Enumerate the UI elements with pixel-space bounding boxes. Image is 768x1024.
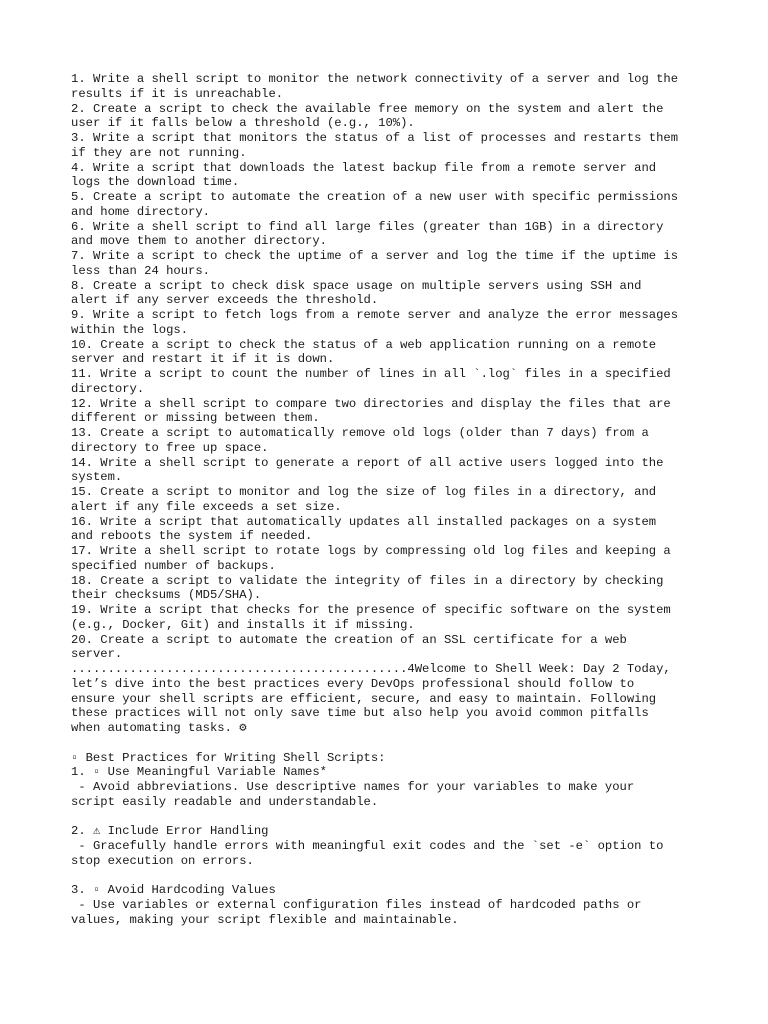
text-line: 20. Create a script to automate the creation of an SSL certificate for a web — [71, 632, 627, 647]
text-line: and reboots the system if needed. — [71, 529, 313, 544]
best-practices-section — [71, 751, 711, 928]
text-line: (e.g., Docker, Git) and installs it if missing. — [71, 617, 415, 632]
text-line: 18. Create a script to validate the integrity of files in a directory by checking — [71, 573, 664, 588]
practice-2-desc: stop execution on errors. — [71, 853, 254, 868]
text-line: directory. — [71, 381, 145, 396]
text-line: 8. Create a script to check disk space usage on multiple servers using SSH and — [71, 278, 642, 293]
blank-line — [71, 869, 711, 884]
practice-title-text: Use Meaningful Variable Names* — [100, 765, 327, 780]
text-line: 1. Write a shell script to monitor the network connectivity of a server and log the — [71, 72, 679, 86]
text-line: 6. Write a shell script to find all large files (greater than 1GB) in a directory — [71, 219, 664, 234]
practice-title-text: Include Error Handling — [100, 824, 269, 839]
text-line: within the logs. — [71, 322, 189, 337]
practice-1-desc: - Avoid abbreviations. Use descriptive names for your variables to make your — [71, 780, 635, 794]
text-line: 13. Create a script to automatically remove old logs (older than 7 days) from a — [71, 426, 649, 440]
blank-line — [71, 810, 711, 825]
text-line: server. — [71, 647, 123, 662]
text-line: let’s dive into the best practices every DevOps professional should follow to — [71, 676, 635, 691]
practice-3-desc: - Use variables or external configuration files instead of hardcoded paths or — [71, 898, 642, 912]
practice-1-desc: script easily readable and understandable. — [71, 794, 379, 809]
text-line: 15. Create a script to monitor and log the size of log files in a directory, and — [71, 485, 657, 499]
text-line: specified number of backups. — [71, 558, 276, 573]
practice-2-title — [71, 824, 711, 839]
warning-icon: ⚠ — [92, 824, 101, 839]
text-line: directory to free up space. — [71, 440, 269, 455]
text-line: and home directory. — [71, 204, 210, 219]
gear-icon: ⚙ — [239, 721, 247, 735]
text-line: 14. Write a shell script to generate a report of all active users logged into the — [71, 455, 664, 470]
document-body — [71, 72, 711, 928]
practice-3-desc: values, making your script flexible and maintainable. — [71, 912, 459, 927]
text-line: if they are not running. — [71, 145, 247, 160]
missing-glyph-icon: ▫ — [92, 883, 101, 898]
text-line: these practices will not only save time but also help you avoid common pitfalls — [71, 706, 649, 721]
intro-last-text: when automating tasks. — [71, 721, 240, 735]
text-line: 3. Write a script that monitors the status of a list of processes and restarts them — [71, 131, 679, 145]
text-line: user if it falls below a threshold (e.g., 10%). — [71, 116, 415, 131]
text-line: their checksums (MD5/SHA). — [71, 588, 262, 603]
blank-line — [71, 736, 711, 751]
text-line: 11. Write a script to count the number of lines in all `.log` files in a specified — [71, 367, 671, 381]
text-line: 12. Write a shell script to compare two directories and display the files that are — [71, 396, 671, 411]
text-line: 16. Write a script that automatically updates all installed packages on a system — [71, 514, 657, 529]
text-line: less than 24 hours. — [71, 263, 210, 278]
practice-title-text: Avoid Hardcoding Values — [100, 883, 276, 898]
practice-number: 3. — [71, 883, 93, 898]
text-line: ensure your shell scripts are efficient, secure, and easy to maintain. Following — [71, 691, 657, 706]
text-line: alert if any file exceeds a set size. — [71, 499, 342, 514]
text-line: results if it is unreachable. — [71, 86, 284, 101]
text-line: ..............................................4Welcome to Shell Week: Day 2 Today, — [71, 662, 671, 676]
text-line: 7. Write a script to check the uptime of a server and log the time if the uptime is — [71, 249, 679, 263]
section-heading-text: Best Practices for Writing Shell Scripts: — [78, 750, 386, 765]
text-line: 10. Create a script to check the status of a web application running on a remote — [71, 337, 657, 352]
text-line: 2. Create a script to check the available free memory on the system and alert the — [71, 101, 664, 116]
text-line: 17. Write a shell script to rotate logs by compressing old log files and keeping a — [71, 544, 671, 558]
text-line: 5. Create a script to automate the creation of a new user with specific permissions — [71, 190, 679, 204]
text-line: logs the download time. — [71, 175, 240, 190]
text-line: 9. Write a script to fetch logs from a remote server and analyze the error messages — [71, 308, 679, 322]
text-line: and move them to another directory. — [71, 234, 327, 249]
text-line: different or missing between them. — [71, 411, 320, 426]
intro-last-line — [71, 721, 711, 736]
task-list — [71, 72, 711, 736]
text-line: 19. Write a script that checks for the presence of specific software on the system — [71, 603, 671, 617]
text-line: server and restart it if it is down. — [71, 352, 335, 367]
practice-2-desc: - Gracefully handle errors with meaningful exit codes and the `set -e` option to — [71, 839, 664, 853]
practice-1-title — [71, 765, 711, 780]
practice-number: 1. — [71, 765, 93, 780]
text-line: 4. Write a script that downloads the latest backup file from a remote server and — [71, 160, 657, 175]
text-line: system. — [71, 470, 123, 485]
missing-glyph-icon: ▫ — [92, 765, 101, 780]
practice-number: 2. — [71, 824, 93, 839]
missing-glyph-icon: ▫ — [71, 750, 79, 765]
practice-3-title — [71, 883, 711, 898]
section-heading — [71, 751, 711, 766]
text-line: alert if any server exceeds the threshold. — [71, 293, 379, 308]
